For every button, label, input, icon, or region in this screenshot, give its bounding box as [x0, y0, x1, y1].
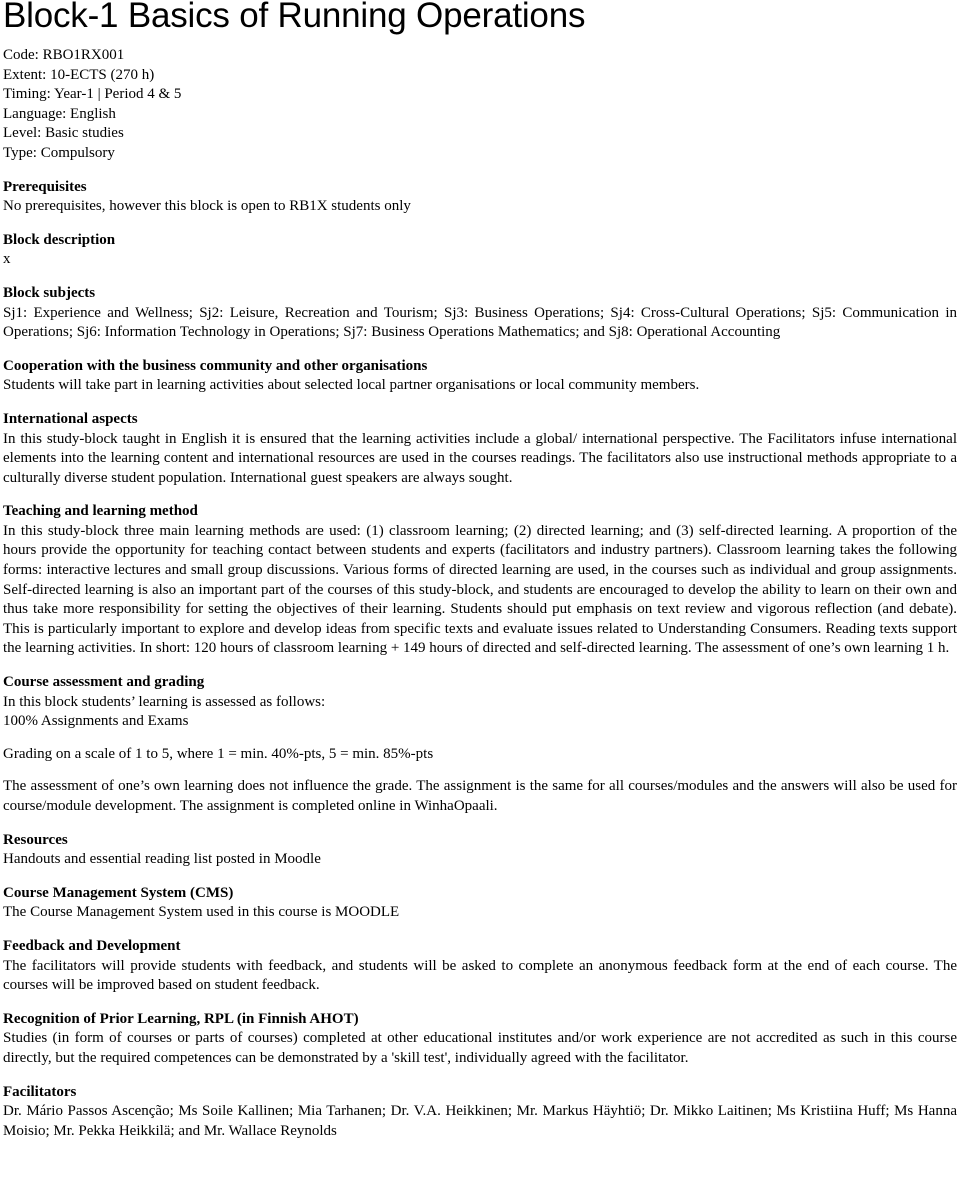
- section-heading: Cooperation with the business community and other organisations: [3, 357, 428, 374]
- section-text: The Course Management System used in this course is MOODLE: [3, 904, 400, 921]
- section-text: Sj1: Experience and Wellness; Sj2: Leisure, Recreation and Tourism; Sj3: Business Operations; Sj4: Cross-Cultural Operations; Sj5: Communication in Operations; Sj6: Information Technology in Operations; Sj7: Business Operations Mathematics; and Sj8: Operational Accounting: [3, 304, 957, 341]
- section-text: Studies (in form of courses or parts of courses) completed at other educational institutes and/or work experience are not accredited as such in this course directly, but the required competences can be demonstrated by a 'skill test', individually agreed with the facilitator.: [3, 1030, 957, 1066]
- section-prerequisites: [3, 178, 957, 217]
- course-meta: [3, 46, 957, 164]
- meta-language: Language: English: [3, 105, 116, 122]
- section-teaching-method: [3, 502, 957, 659]
- section-block-subjects: [3, 284, 957, 343]
- section-cms: [3, 884, 957, 923]
- section-resources: [3, 831, 957, 870]
- section-heading: Feedback and Development: [3, 937, 181, 954]
- section-text: x: [3, 251, 11, 268]
- section-heading: Course Management System (CMS): [3, 884, 234, 901]
- section-block-description: [3, 231, 957, 270]
- section-text: No prerequisites, however this block is open to RB1X students only: [3, 198, 411, 215]
- section-text: In this study-block three main learning methods are used: (1) classroom learning; (2) directed learning; and (3) self-directed learning. A proportion of the hours provide the opportunity for teaching contact between students and experts (facilitators and industry partners). Classroom learning takes the following forms: interactive lectures and small group discussions. Various forms of directed learning are used, in the courses such as individual and group assignments. Self-directed learning is also an important part of the courses of this study-block, and students are encouraged to develop the ability to learn on their own and thus take more responsibility for setting the objectives of their learning. Students should put emphasis on text review and vigorous reflection (and debate). This is particularly important to explore and develop ideas from specific texts and evaluate issues related to Understanding Consumers. Reading texts support the learning activities. In short: 120 hours of classroom learning + 149 hours of directed and self-directed learning. The assessment of one’s own learning 1 h.: [3, 522, 957, 657]
- section-cooperation: [3, 357, 957, 396]
- section-text: Dr. Mário Passos Ascenção; Ms Soile Kallinen; Mia Tarhanen; Dr. V.A. Heikkinen; Mr. Markus Häyhtiö; Dr. Mikko Laitinen; Ms Kristiina Huff; Ms Hanna Moisio; Mr. Pekka Heikkilä; and Mr. Wallace Reynolds: [3, 1103, 957, 1139]
- meta-extent: Extent: 10-ECTS (270 h): [3, 66, 155, 83]
- grading-scale: Grading on a scale of 1 to 5, where 1 = min. 40%-pts, 5 = min. 85%-pts: [3, 745, 434, 762]
- section-text: In this study-block taught in English it is ensured that the learning activities include a global/ international perspective. The Facilitators infuse international elements into the learning content and international resources are used in the courses readings. The facilitators also use instructional methods appropriate to a culturally diverse student population. International guest speakers are always sought.: [3, 430, 957, 486]
- section-feedback: [3, 937, 957, 996]
- section-heading: Teaching and learning method: [3, 503, 198, 520]
- meta-code: Code: RBO1RX001: [3, 47, 125, 63]
- assessment-note: The assessment of one’s own learning does not influence the grade. The assignment is the same for all courses/modules and the answers will also be used for course/module development. The assignment is completed online in WinhaOpaali.: [3, 778, 957, 814]
- spacer: [3, 764, 957, 777]
- page-title: Block-1 Basics of Running Operations: [3, 0, 586, 35]
- meta-timing: Timing: Year-1 | Period 4 & 5: [3, 86, 182, 103]
- meta-level: Level: Basic studies: [3, 125, 124, 142]
- section-text: The facilitators will provide students with feedback, and students will be asked to complete an anonymous feedback form at the end of each course. The courses will be improved based on student feedback.: [3, 957, 957, 994]
- section-heading: Facilitators: [3, 1083, 77, 1100]
- section-international-aspects: [3, 410, 957, 488]
- meta-type: Type: Compulsory: [3, 144, 115, 161]
- assessment-intro: In this block students’ learning is assessed as follows:: [3, 693, 326, 710]
- section-text: Students will take part in learning activities about selected local partner organisations or local community members.: [3, 377, 700, 394]
- section-heading: Prerequisites: [3, 178, 87, 195]
- section-assessment: [3, 673, 957, 817]
- section-heading: Block description: [3, 231, 116, 248]
- document-page: [3, 0, 957, 1155]
- assessment-weighting: 100% Assignments and Exams: [3, 713, 189, 730]
- section-heading: International aspects: [3, 410, 138, 427]
- section-heading: Course assessment and grading: [3, 674, 205, 691]
- section-text: Handouts and essential reading list posted in Moodle: [3, 851, 321, 868]
- section-facilitators: [3, 1083, 957, 1142]
- section-heading: Recognition of Prior Learning, RPL (in Finnish AHOT): [3, 1010, 359, 1027]
- section-rpl: [3, 1010, 957, 1069]
- section-heading: Block subjects: [3, 284, 96, 301]
- spacer: [3, 732, 957, 745]
- section-heading: Resources: [3, 831, 68, 848]
